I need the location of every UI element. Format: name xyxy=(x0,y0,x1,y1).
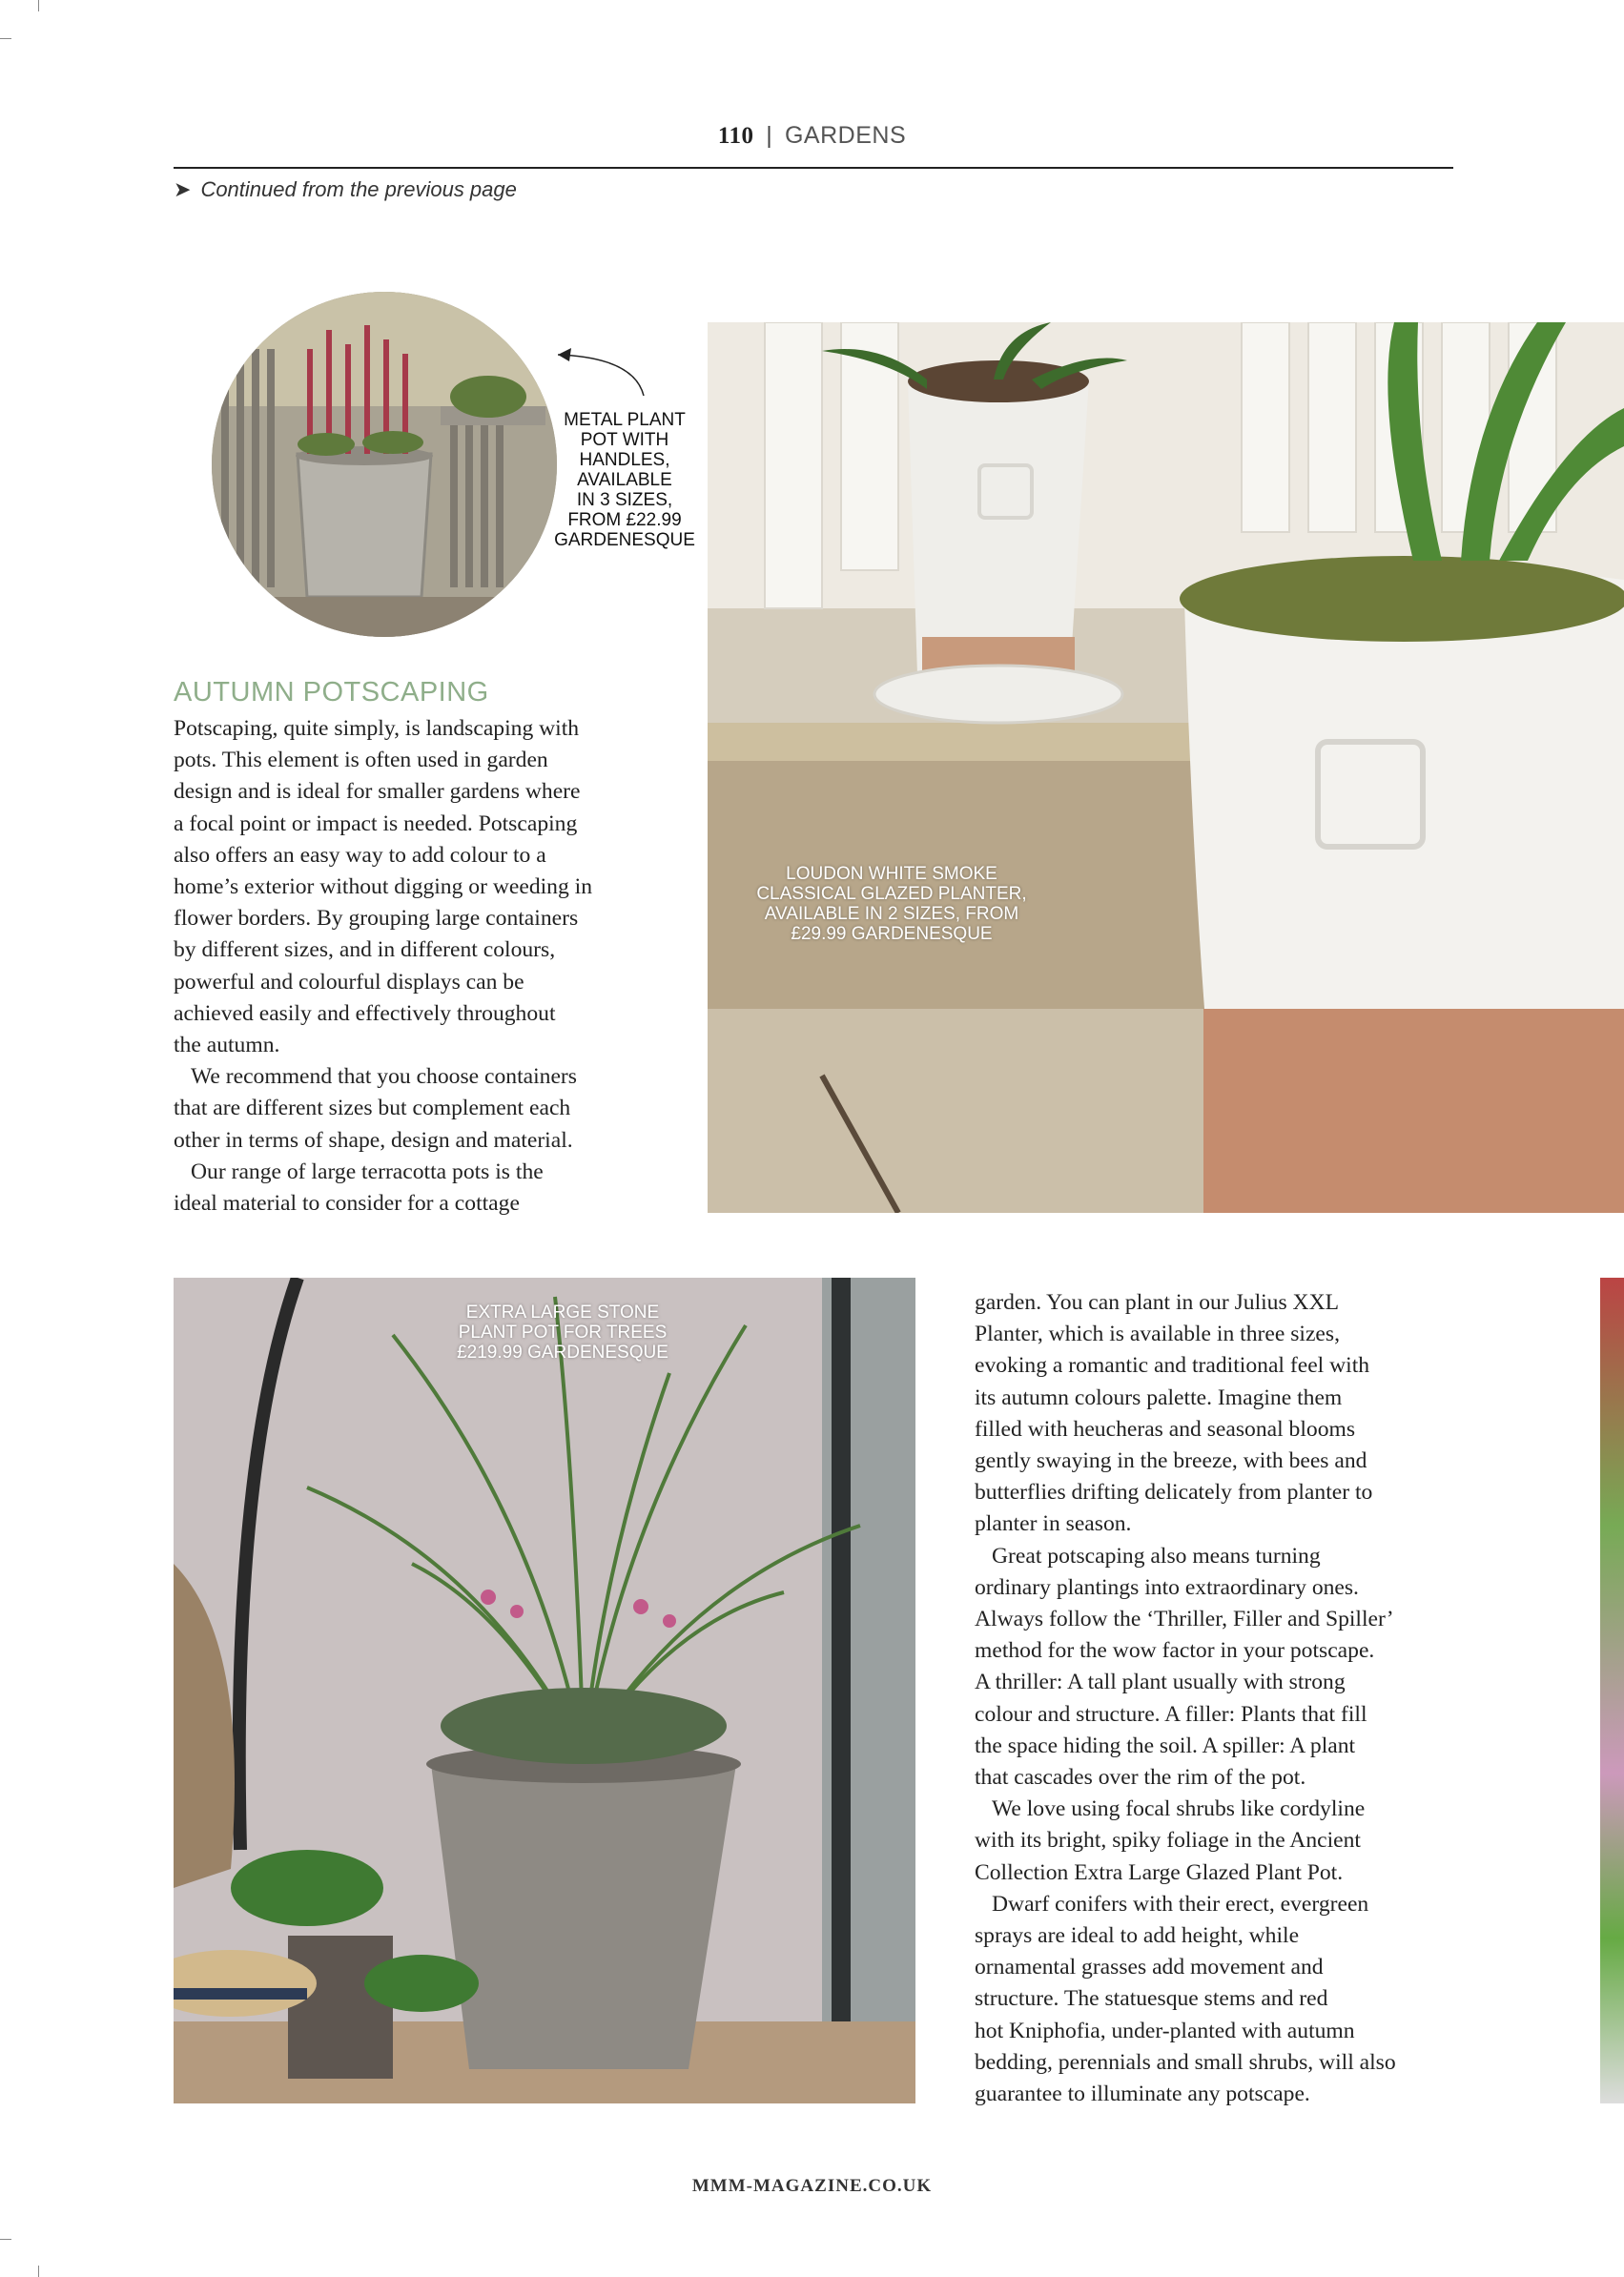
text-line: a focal point or impact is needed. Potscaping xyxy=(174,810,578,836)
text-line: sprays are ideal to add height, while xyxy=(975,1923,1300,1949)
caption-line: EXTRA LARGE STONE xyxy=(465,1303,660,1323)
caption-line: GARDENESQUE xyxy=(554,530,695,550)
caption-line: POT WITH xyxy=(580,430,669,450)
paragraph xyxy=(975,1287,1470,1541)
text-line: Our range of large terracotta pots is the xyxy=(191,1159,544,1184)
text-line: that cascades over the rim of the pot. xyxy=(975,1765,1306,1791)
text-line: the space hiding the soil. A spiller: A plant xyxy=(975,1733,1356,1758)
metal-pot-photo xyxy=(212,292,557,637)
text-line: ornamental grasses add movement and xyxy=(975,1955,1324,1980)
caption-line: AVAILABLE xyxy=(577,470,672,490)
text-line: bedding, perennials and small shrubs, will also xyxy=(975,2049,1396,2075)
stone-pot-caption xyxy=(439,1303,687,1363)
crop-mark xyxy=(38,2266,39,2277)
stone-pot-photo xyxy=(174,1278,915,2103)
text-line: the autumn. xyxy=(174,1033,280,1058)
text-line: Great potscaping also means turning xyxy=(992,1543,1321,1569)
text-line: We love using focal shrubs like cordyline xyxy=(992,1796,1366,1822)
paragraph xyxy=(975,1541,1470,1795)
paragraph xyxy=(174,1157,669,1220)
text-line: butterflies drifting delicately from planter to xyxy=(975,1480,1373,1506)
text-line: gently swaying in the breeze, with bees and xyxy=(975,1448,1367,1474)
text-line: planter in season. xyxy=(975,1511,1132,1537)
metal-pot-caption xyxy=(544,410,706,550)
article-column-2 xyxy=(975,1287,1470,2110)
text-line: structure. The statuesque stems and red xyxy=(975,1986,1328,2012)
text-line: garden. You can plant in our Julius XXL xyxy=(975,1290,1340,1315)
edge-flower-photo xyxy=(1600,1278,1624,2103)
caption-line: FROM £22.99 xyxy=(567,510,682,530)
text-line: flower borders. By grouping large containers xyxy=(174,906,579,932)
crop-mark xyxy=(0,2239,11,2240)
text-line: its autumn colours palette. Imagine them xyxy=(975,1385,1343,1410)
loudon-caption xyxy=(734,864,1049,944)
crop-mark xyxy=(0,38,11,39)
caption-arrow-icon xyxy=(548,343,653,400)
continued-text: Continued from the previous page xyxy=(200,177,517,201)
text-line: evoking a romantic and traditional feel with xyxy=(975,1353,1370,1379)
crop-mark xyxy=(38,0,39,11)
text-line: We recommend that you choose containers xyxy=(191,1064,577,1090)
article-column-1 xyxy=(174,713,669,1220)
text-line: pots. This element is often used in garden xyxy=(174,748,548,773)
caption-line: £29.99 GARDENESQUE xyxy=(791,924,993,944)
white-planters-photo xyxy=(708,322,1624,1213)
header-rule xyxy=(174,167,1453,169)
text-line: by different sizes, and in different colours, xyxy=(174,937,556,963)
page-number: 110 xyxy=(717,123,754,149)
text-line: with its bright, spiky foliage in the Ancient xyxy=(975,1828,1361,1854)
article-heading: AUTUMN POTSCAPING xyxy=(174,677,489,708)
text-line: guarantee to illuminate any potscape. xyxy=(975,2082,1310,2107)
white-planters-illustration xyxy=(708,322,1624,1213)
footer-website: MMM-MAGAZINE.CO.UK xyxy=(691,2176,933,2196)
paragraph xyxy=(975,1794,1470,1889)
text-line: ideal material to consider for a cottage xyxy=(174,1191,520,1217)
caption-line: IN 3 SIZES, xyxy=(576,490,673,510)
caption-line: £219.99 GARDENESQUE xyxy=(457,1343,668,1363)
text-line: ordinary plantings into extraordinary ones. xyxy=(975,1574,1359,1600)
text-line: hot Kniphofia, under-planted with autumn xyxy=(975,2018,1355,2043)
caption-line: CLASSICAL GLAZED PLANTER, xyxy=(756,884,1027,904)
text-line: method for the wow factor in your potscape. xyxy=(975,1638,1375,1664)
metal-pot-illustration xyxy=(212,292,557,637)
paragraph xyxy=(174,713,669,1061)
text-line: Dwarf conifers with their erect, evergreen xyxy=(992,1891,1369,1917)
text-line: achieved easily and effectively throughout xyxy=(174,1000,556,1026)
text-line: home’s exterior without digging or weeding in xyxy=(174,874,593,900)
caption-line: PLANT POT FOR TREES xyxy=(458,1323,668,1343)
section-title: GARDENS xyxy=(784,122,907,149)
text-line: Always follow the ‘Thriller, Filler and Spiller’ xyxy=(975,1607,1394,1632)
text-line: Collection Extra Large Glazed Plant Pot. xyxy=(975,1859,1344,1885)
text-line: that are different sizes but complement each xyxy=(174,1096,571,1121)
caption-line: HANDLES, xyxy=(579,450,670,470)
text-line: powerful and colourful displays can be xyxy=(174,969,524,995)
stone-pot-illustration xyxy=(174,1278,915,2103)
text-line: Potscaping, quite simply, is landscaping with xyxy=(174,716,580,741)
caption-line: METAL PLANT xyxy=(564,410,686,430)
paragraph xyxy=(975,1889,1470,2110)
header-separator: | xyxy=(766,122,773,149)
arrow-icon: ➤ xyxy=(174,177,192,201)
caption-line: LOUDON WHITE SMOKE xyxy=(786,864,997,884)
text-line: other in terms of shape, design and material. xyxy=(174,1127,573,1153)
page-header xyxy=(0,122,1624,150)
continued-note xyxy=(174,177,517,202)
text-line: A thriller: A tall plant usually with strong xyxy=(975,1670,1346,1695)
caption-line: AVAILABLE IN 2 SIZES, FROM xyxy=(764,904,1019,924)
paragraph xyxy=(174,1061,669,1157)
text-line: filled with heucheras and seasonal blooms xyxy=(975,1416,1356,1442)
text-line: Planter, which is available in three sizes, xyxy=(975,1322,1340,1347)
text-line: also offers an easy way to add colour to a xyxy=(174,842,546,868)
text-line: design and is ideal for smaller gardens where xyxy=(174,779,581,805)
text-line: colour and structure. A filler: Plants that fill xyxy=(975,1701,1367,1727)
